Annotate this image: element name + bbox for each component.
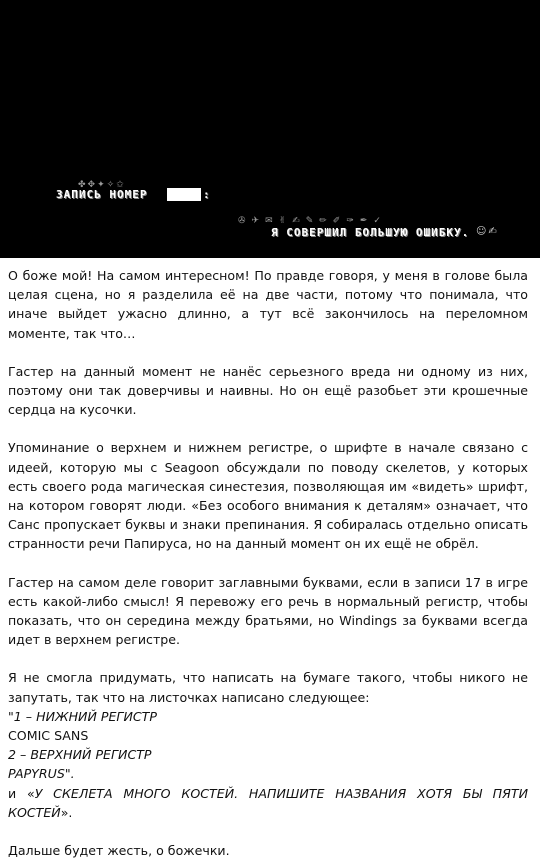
wingdings-glyphs-middle: ✇✈✉✌✍✎✏✐✑✒✓ [238,216,387,226]
note-and: и « [8,785,35,801]
redacted-number [167,188,201,201]
paragraph-1: О боже мой! На самом интересном! По правде говоря, у меня в голове была целая сцена, но я разделила её на две части, потому что понимала, что иначе выйдет ужасно длинно, а тут всё закончилось на переломном моменте, так что… [8,268,528,341]
note-line-3: 2 – ВЕРХНИЙ РЕГИСТР [8,747,152,763]
entry-colon: : [203,188,211,201]
paragraph-3: Упоминание о верхнем и нижнем регистре, о шрифте в начале связано с идеей, которую мы с Seagoon обсуждали по поводу скелетов, у которых есть своего рода магическая синестезия, позволяющая им «видеть» шрифт, на котором говорят люди. «Без особого внимания к деталям» означает, что Санс пропускает буквы и знаки препинания. Я собиралась отдельно описать странности речи Папируса, но на данный момент он их ещё не обрёл. [8,440,528,552]
article-body [8,266,528,860]
paper-note-block [8,668,528,822]
note-line-4: PAPYRUS". [8,766,75,782]
note-quote-end: ». [60,804,73,820]
paragraph-4: Гастер на самом деле говорит заглавными буквами, если в записи 17 в игре есть какой-либо смысл! Я перевожу его речь в нормальный регистр, чтобы показать, что он середина между братьями, но Windings за буквами всегда идет в верхнем регистре. [8,574,528,648]
note-line-1: "1 – НИЖНИЙ РЕГИСТР [8,708,157,724]
wingdings-glyphs-end: ☺✍ [476,226,499,237]
entry-label: ЗАПИСЬ НОМЕР [56,188,148,201]
paragraph-2: Гастер на данный момент не нанёс серьезного вреда ни одному из них, поэтому они так доверчивы и наивны. Но он ещё разобьет эти крошечные сердца на кусочки. [8,363,528,418]
wingdings-glyphs-top: ✤✥✦✧✩ [78,180,126,190]
dark-banner [0,0,540,258]
note-line-2: COMIC SANS [8,728,89,744]
mistake-line: Я СОВЕРШИЛ БОЛЬШУЮ ОШИБКУ. [271,226,470,239]
closing-line: Дальше будет жесть, о божечки. [8,843,230,859]
note-quote: У СКЕЛЕТА МНОГО КОСТЕЙ. НАПИШИТЕ НАЗВАНИЯ ХОТЯ БЫ ПЯТИ КОСТЕЙ [8,785,528,820]
note-intro: Я не смогла придумать, что написать на бумаге такого, чтобы никого не запутать, так что на листочках написано следующее: [8,670,528,705]
